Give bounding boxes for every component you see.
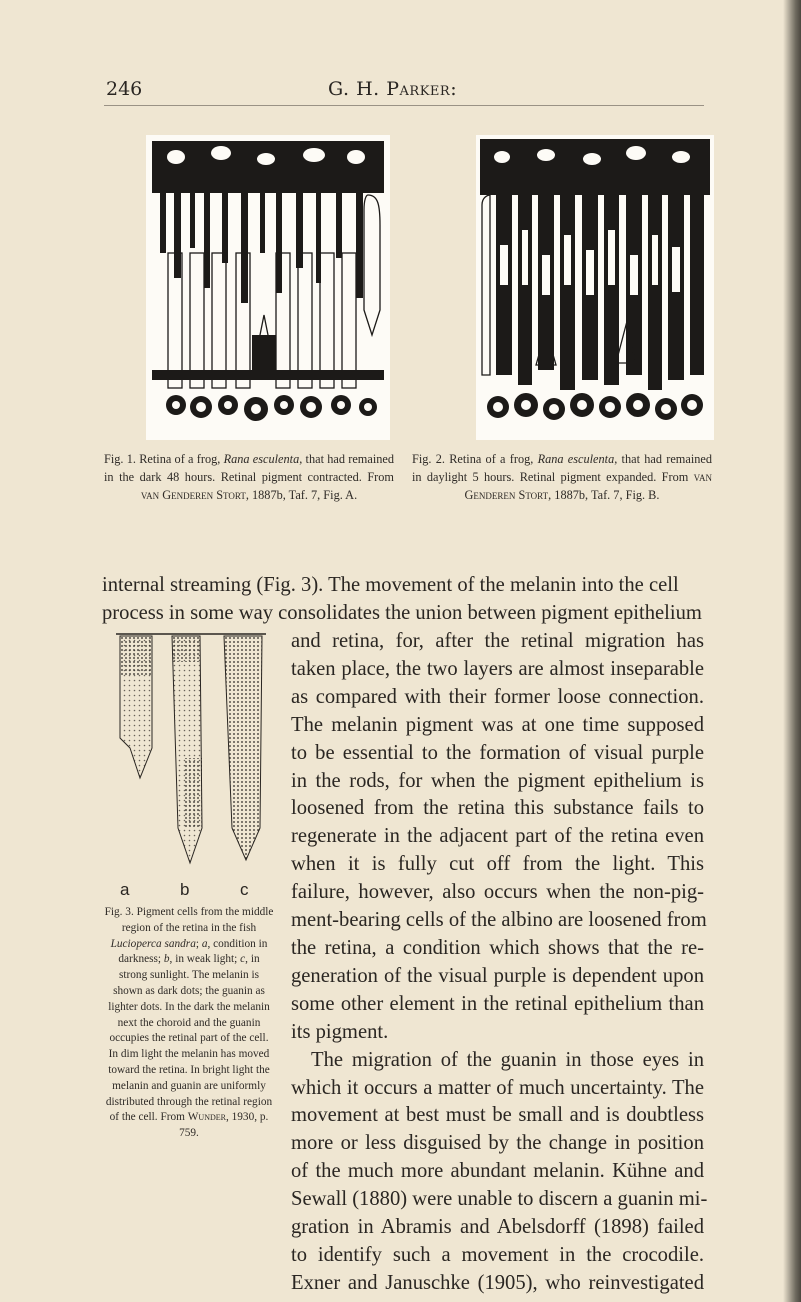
retina-dark-adapted-drawing bbox=[146, 135, 390, 440]
figure-1-caption: Fig. 1. Retina of a frog, Rana esculenta, that had remained in the dark 48 hours. Retinal pigment contracted. From van Genderen Stort, 1887b, Taf. 7, Fig. A. bbox=[104, 452, 395, 502]
text-line: ment-bearing cells of the albino are loosened from bbox=[291, 909, 707, 932]
text-line: gration in Abramis and Abelsdorff (1898) failed bbox=[291, 1216, 704, 1239]
figure-2-caption: Fig. 2. Retina of a frog, Rana esculenta, that had remained in daylight 5 hours. Retinal pigment expanded. From van Genderen Stort, 1887b, Taf. 7, Fig. B. bbox=[412, 452, 713, 502]
page-edge-shadow bbox=[783, 0, 801, 1302]
text-line: The melanin pigment was at one time supposed bbox=[291, 713, 704, 736]
text-line: and retina, for, after the retinal migration has bbox=[291, 630, 704, 652]
label-c: c bbox=[240, 880, 249, 899]
text-line: of the much more abundant melanin. Kühne and bbox=[291, 1160, 704, 1183]
pigment-cells-drawing bbox=[112, 628, 270, 876]
label-b: b bbox=[180, 880, 190, 899]
header-rule bbox=[104, 105, 704, 106]
text-line: Exner and Januschke (1905), who reinvestigated bbox=[291, 1271, 704, 1294]
page-number: 246 bbox=[106, 78, 143, 100]
page-header bbox=[106, 78, 702, 106]
body-text-wide bbox=[102, 572, 704, 628]
text-line: which it occurs a matter of much uncertainty. The bbox=[291, 1076, 704, 1099]
figure-3-labels bbox=[104, 880, 274, 902]
running-head: G. H. Parker: bbox=[328, 78, 458, 100]
retina-light-adapted-drawing bbox=[476, 135, 714, 440]
text-line: more or less disguised by the change in position bbox=[291, 1132, 704, 1155]
text-line: taken place, the two layers are almost inseparable bbox=[291, 657, 704, 680]
text-line: some other element in the retinal epithelium than bbox=[291, 992, 704, 1015]
text-line: its pigment. bbox=[291, 1020, 389, 1043]
figure-1-illustration bbox=[146, 135, 390, 440]
text-line: when it is fully cut off from the light. This bbox=[291, 853, 704, 876]
text-line: generation of the visual purple is dependent upon bbox=[291, 964, 704, 987]
figure-3-caption: Fig. 3. Pigment cells from the middle region of the retina in the fish Lucioperca sandra; a, condition in darkness; b, in weak light; c, in strong sunlight. The melanin is shown as dark dots; the guanin as lighter dots. In the dark the melanin next the choroid and the guanin occupies the retinal part of the cell. In dim light the melanin has moved toward the retina. In bright light the melanin and guanin are uniformly distributed through the retinal region of the cell. From Wunder, 1930, p. 759. bbox=[104, 906, 274, 1140]
text-line: The migration of the guanin in those eyes in bbox=[311, 1048, 704, 1071]
text-line: movement at best must be small and is doubtless bbox=[291, 1104, 704, 1127]
figure-3-illustration bbox=[112, 628, 270, 876]
text-line: to be essential to the formation of visual purple bbox=[291, 741, 704, 764]
text-line: regenerate in the adjacent part of the retina even bbox=[291, 825, 704, 848]
figure-2-illustration bbox=[476, 135, 714, 440]
text-line: internal streaming (Fig. 3). The movement of the melanin into the cell bbox=[102, 574, 679, 596]
body-text-column bbox=[291, 628, 708, 1298]
text-line: Sewall (1880) were unable to discern a guanin mi- bbox=[291, 1188, 708, 1211]
text-line: as compared with their former loose connection. bbox=[291, 685, 704, 708]
text-line: the retina, a condition which shows that the re- bbox=[291, 936, 704, 959]
text-line: process in some way consolidates the union between pigment epithelium bbox=[102, 601, 702, 624]
text-line: to identify such a movement in the crocodile. bbox=[291, 1243, 704, 1266]
label-a: a bbox=[120, 880, 130, 899]
text-line: loosened from the retina this substance fails to bbox=[291, 797, 704, 820]
text-line: failure, however, also occurs when the non-pig- bbox=[291, 881, 704, 904]
text-line: in the rods, for when the pigment epithelium is bbox=[291, 769, 704, 792]
